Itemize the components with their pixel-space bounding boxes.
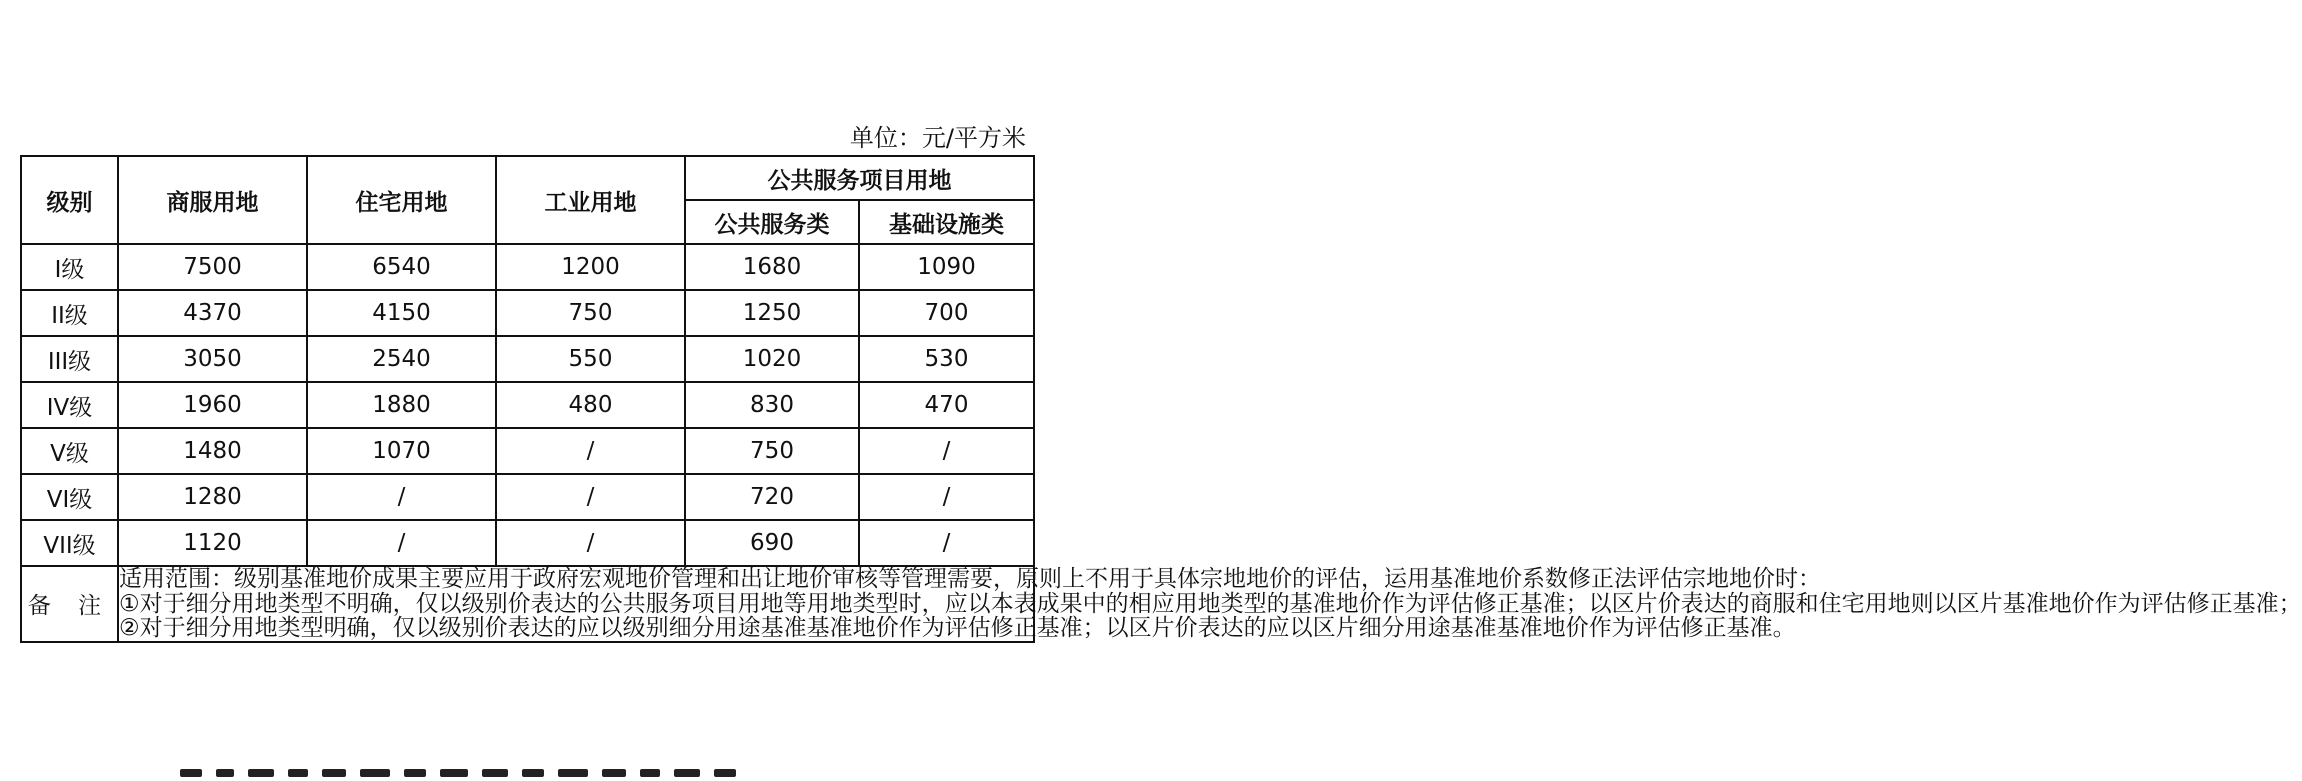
header-public-group: 公共服务项目用地	[685, 156, 1034, 200]
header-infrastructure: 基础设施类	[859, 200, 1034, 244]
cell-level: II级	[21, 290, 118, 336]
cell-level: VII级	[21, 520, 118, 566]
cell-infrastructure: 470	[859, 382, 1034, 428]
cell-level: III级	[21, 336, 118, 382]
cell-commercial: 7500	[118, 244, 307, 290]
remarks-body	[118, 566, 2302, 642]
cell-infrastructure: /	[859, 520, 1034, 566]
cell-industrial: /	[496, 520, 685, 566]
table-row	[21, 382, 1034, 428]
header-public-service: 公共服务类	[685, 200, 859, 244]
cell-public-service: 750	[685, 428, 859, 474]
remarks-line-2: ②对于细分用地类型明确，仅以级别价表达的应以级别细分用途基准基准地价作为评估修正基准；以区片价表达的应以区片细分用途基准基准地价作为评估修正基准。	[119, 615, 1796, 641]
cell-public-service: 690	[685, 520, 859, 566]
table-row	[21, 290, 1034, 336]
header-commercial: 商服用地	[118, 156, 307, 244]
cell-commercial: 1960	[118, 382, 307, 428]
cell-public-service: 720	[685, 474, 859, 520]
cell-infrastructure: /	[859, 474, 1034, 520]
cell-industrial: 750	[496, 290, 685, 336]
cell-commercial: 1120	[118, 520, 307, 566]
cell-infrastructure: 530	[859, 336, 1034, 382]
cell-commercial: 1480	[118, 428, 307, 474]
cell-industrial: /	[496, 428, 685, 474]
header-level: 级别	[21, 156, 118, 244]
cell-infrastructure: /	[859, 428, 1034, 474]
cropped-text-fragment	[180, 762, 880, 770]
cell-public-service: 1250	[685, 290, 859, 336]
table-row	[21, 336, 1034, 382]
cell-residential: 1070	[307, 428, 496, 474]
cell-level: I级	[21, 244, 118, 290]
remarks-line-scope: 适用范围：级别基准地价成果主要应用于政府宏观地价管理和出让地价审核等管理需要，原则上不用于具体宗地地价的评估，运用基准地价系数修正法评估宗地地价时：	[119, 566, 1821, 592]
remarks-line-1: ①对于细分用地类型不明确，仅以级别价表达的公共服务项目用地等用地类型时，应以本表成果中的相应用地类型的基准地价作为评估修正基准；以区片价表达的商服和住宅用地则以区片基准地价作为评估修正基准；	[119, 590, 2302, 617]
cell-industrial: /	[496, 474, 685, 520]
table-body	[21, 244, 1034, 566]
cell-industrial: 480	[496, 382, 685, 428]
cell-commercial: 3050	[118, 336, 307, 382]
cell-residential: /	[307, 474, 496, 520]
cell-level: IV级	[21, 382, 118, 428]
cell-infrastructure: 1090	[859, 244, 1034, 290]
cell-public-service: 1680	[685, 244, 859, 290]
cell-residential: /	[307, 520, 496, 566]
header-industrial: 工业用地	[496, 156, 685, 244]
cell-industrial: 550	[496, 336, 685, 382]
cell-industrial: 1200	[496, 244, 685, 290]
cell-residential: 2540	[307, 336, 496, 382]
cell-residential: 6540	[307, 244, 496, 290]
cell-commercial: 4370	[118, 290, 307, 336]
table-row	[21, 244, 1034, 290]
header-residential: 住宅用地	[307, 156, 496, 244]
cell-infrastructure: 700	[859, 290, 1034, 336]
unit-label: 单位：元/平方米	[849, 124, 1026, 152]
cell-public-service: 1020	[685, 336, 859, 382]
table-row	[21, 474, 1034, 520]
table-row	[21, 428, 1034, 474]
cell-residential: 1880	[307, 382, 496, 428]
cell-commercial: 1280	[118, 474, 307, 520]
cell-residential: 4150	[307, 290, 496, 336]
cell-level: V级	[21, 428, 118, 474]
remarks-label: 备 注	[21, 566, 118, 642]
land-price-table	[20, 155, 2302, 643]
cell-public-service: 830	[685, 382, 859, 428]
cell-level: VI级	[21, 474, 118, 520]
table-row	[21, 520, 1034, 566]
